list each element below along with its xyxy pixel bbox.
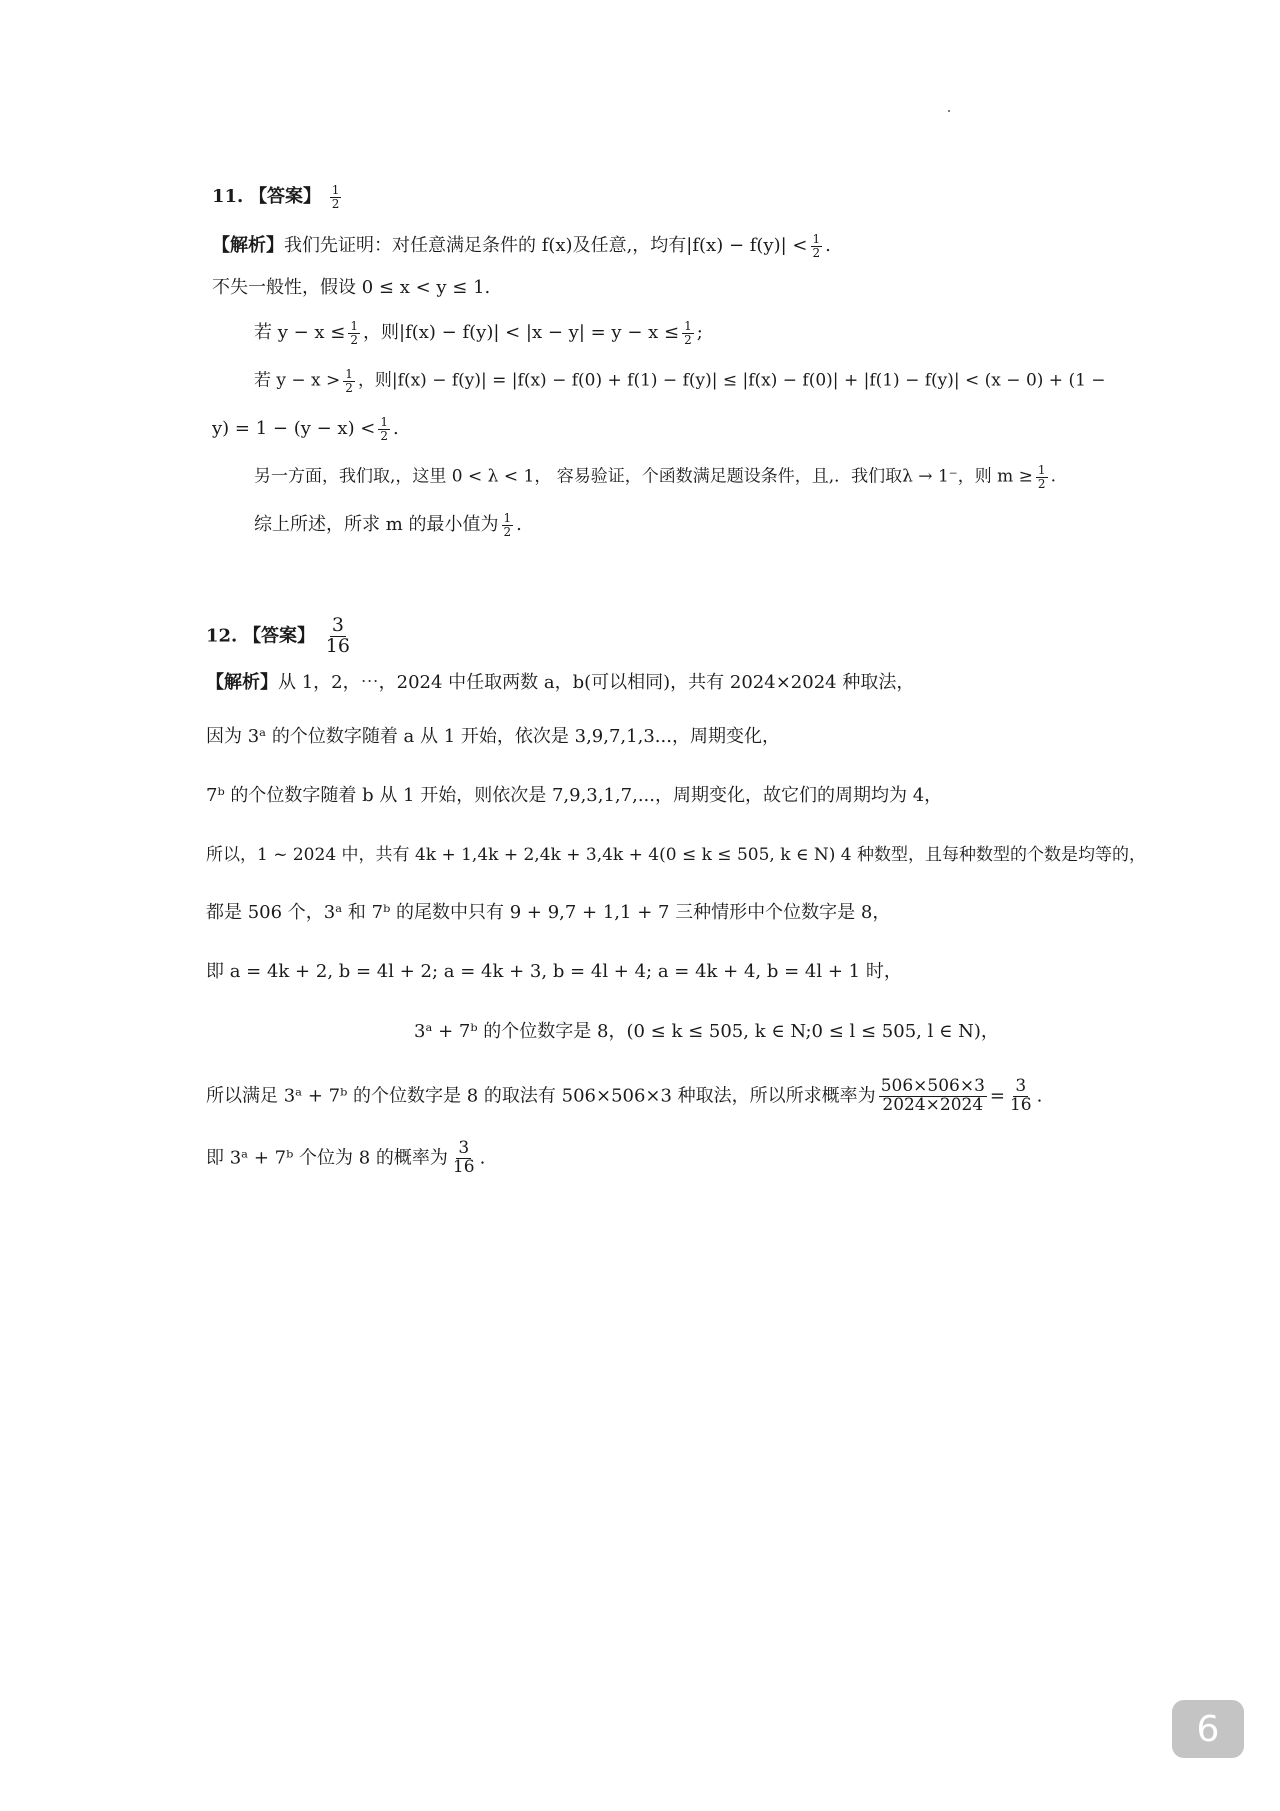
q12-analysis-tag: 【解析】 — [206, 672, 278, 693]
q11-analysis-line-4: 若 y − x > $\frac{1}{2}$ ，则|f(x) − f(y)| = |f(x) − f(0) + f(1) − f(y)| ≤ |f(x) − f(0)| + |f(1) − f(y)| < (x − 0) + (1 − — [254, 367, 1106, 395]
q11-answer-tag: 【答案】 — [249, 186, 322, 208]
fraction: $\frac{3}{16}$ — [452, 1138, 475, 1177]
q12-answer-fraction: $\frac{3}{16}$ — [325, 614, 350, 657]
q12-analysis-line-8: 所以满足 3ᵃ + 7ᵇ 的个位数字是 8 的取法有 506×506×3 种取法，所以所求概率为 $\frac{506\times 506\times 3}{2024\times 2024}$ = $\frac{3}{16}$ . — [206, 1076, 1043, 1115]
fraction: $\frac{506\times 506\times 3}{2024\times 2024}$ — [880, 1076, 985, 1115]
fraction: $\frac{1}{2}$ — [503, 511, 512, 539]
scan-speck — [948, 110, 950, 112]
q12-analysis-line-2: 因为 3ᵃ 的个位数字随着 a 从 1 开始，依次是 3,9,7,1,3...，周期变化， — [206, 726, 780, 747]
q11-analysis-line-3: 若 y − x ≤ $\frac{1}{2}$ ，则|f(x) − f(y)| < |x − y| = y − x ≤ $\frac{1}{2}$ ; — [254, 319, 703, 347]
q11-analysis-line-6: 另一方面，我们取,，这里 0 < λ < 1， 容易验证，个函数满足题设条件，且,．我们取λ → 1⁻，则 m ≥ $\frac{1}{2}$ . — [254, 463, 1056, 491]
fraction: $\frac{1}{2}$ — [1037, 463, 1046, 491]
q12-analysis-line-4: 所以，1 ~ 2024 中，共有 4k + 1,4k + 2,4k + 3,4k + 4(0 ≤ k ≤ 505, k ∈ N) 4 种数型，且每种数型的个数是均等的， — [206, 845, 1147, 865]
fraction: $\frac{1}{2}$ — [350, 319, 359, 347]
q12-conclusion-line: 即 3ᵃ + 7ᵇ 个位为 8 的概率为 $\frac{3}{16}$ . — [206, 1138, 486, 1177]
q11-analysis-line-1: 【解析】我们先证明：对任意满足条件的 f(x)及任意,，均有|f(x) − f(y)| < $\frac{1}{2}$ . — [212, 232, 831, 260]
q11-answer-line — [212, 184, 344, 210]
q12-analysis-line-1: 【解析】从 1，2，⋯，2024 中任取两数 a，b(可以相同)，共有 2024×2024 种取法， — [206, 672, 915, 693]
q11-analysis-line-5: y) = 1 − (y − x) < $\frac{1}{2}$ . — [212, 415, 399, 443]
q11-number: 11. — [212, 186, 244, 208]
q12-analysis-line-3: 7ᵇ 的个位数字随着 b 从 1 开始，则依次是 7,9,3,1,7,...，周期变化，故它们的周期均为 4， — [206, 785, 943, 806]
q12-answer-line — [206, 616, 355, 657]
fraction: $\frac{1}{2}$ — [380, 415, 389, 443]
q12-number: 12. — [206, 625, 238, 647]
fraction: $\frac{1}{2}$ — [812, 232, 821, 260]
q11-analysis-tag: 【解析】 — [212, 235, 284, 257]
fraction: $\frac{3}{16}$ — [1009, 1076, 1032, 1115]
q12-analysis-line-5: 都是 506 个，3ᵃ 和 7ᵇ 的尾数中只有 9 + 9,7 + 1,1 + 7 三种情形中个位数字是 8， — [206, 902, 891, 923]
q11-conclusion-line: 综上所述，所求 m 的最小值为 $\frac{1}{2}$ . — [254, 511, 522, 539]
fraction: $\frac{1}{2}$ — [684, 319, 692, 347]
q11-answer-fraction: $\frac{1}{2}$ — [331, 183, 340, 211]
q12-analysis-line-6: 即 a = 4k + 2, b = 4l + 2; a = 4k + 3, b = 4l + 4; a = 4k + 4, b = 4l + 1 时， — [206, 961, 902, 982]
q12-analysis-line-7: 3ᵃ + 7ᵇ 的个位数字是 8，(0 ≤ k ≤ 505, k ∈ N;0 ≤ l ≤ 505, l ∈ N)， — [414, 1021, 999, 1042]
q11-analysis-line-2: 不失一般性，假设 0 ≤ x < y ≤ 1. — [212, 277, 491, 298]
fraction: $\frac{1}{2}$ — [345, 367, 353, 395]
page-number-badge: 6 — [1172, 1700, 1244, 1758]
q12-answer-tag: 【答案】 — [243, 625, 316, 647]
